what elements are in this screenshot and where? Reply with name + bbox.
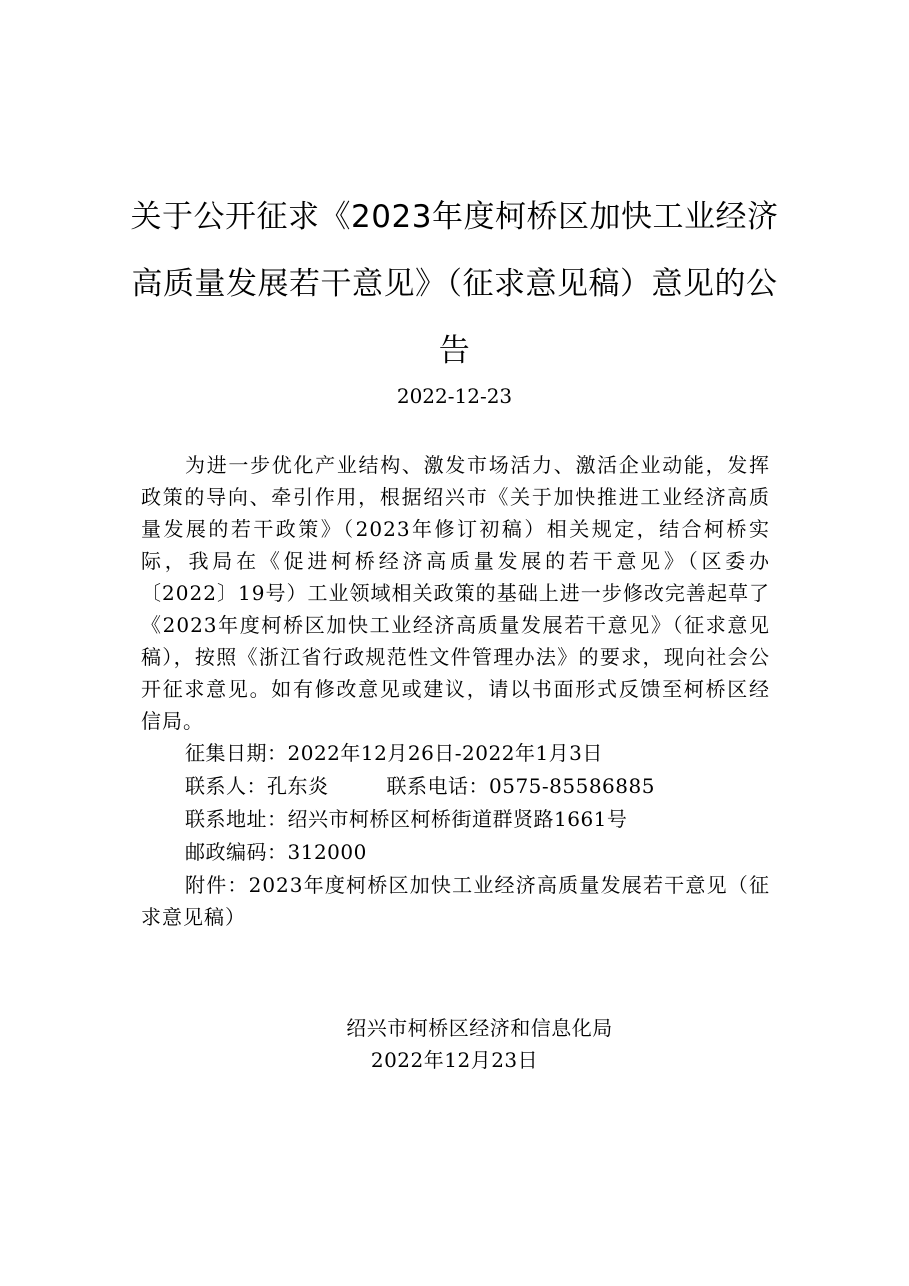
contact-phone: 联系电话：0575-85586885 xyxy=(386,774,655,798)
attachment-line: 附件：2023年度柯桥区加快工业经济高质量发展若干意见（征求意见稿） xyxy=(141,873,770,929)
signature-block xyxy=(0,1012,909,1076)
publish-date: 2022-12-23 xyxy=(396,384,513,408)
contact-line xyxy=(141,770,770,803)
postal-code: 邮政编码：312000 xyxy=(185,840,367,864)
collection-period: 征集日期：2022年12月26日-2022年1月3日 xyxy=(185,741,603,765)
body-paragraph: 为进一步优化产业结构、激发市场活力、激活企业动能，发挥政策的导向、牵引作用，根据绍兴市《关于加快推进工业经济高质量发展的若干政策》（2023年修订初稿）相关规定，结合柯桥实际，我局在《促进柯桥经济高质量发展的若干意见》（区委办〔2022〕19号）工业领域相关政策的基础上进一步修改完善起草了《2023年度柯桥区加快工业经济高质量发展若干意见》（征求意见稿），按照《浙江省行政规范性文件管理办法》的要求，现向社会公开征求意见。如有修改意见或建议，请以书面形式反馈至柯桥区经信局。 xyxy=(141,453,770,733)
signature-date: 2022年12月23日 xyxy=(370,1048,539,1072)
contact-address: 联系地址：绍兴市柯桥区柯桥街道群贤路1661号 xyxy=(185,807,628,831)
document-body xyxy=(141,449,770,933)
document-title: 关于公开征求《2023年度柯桥区加快工业经济高质量发展若干意见》（征求意见稿）意见的公告 xyxy=(130,199,779,369)
contact-person: 联系人：孔东炎 xyxy=(185,774,329,798)
signature-org: 绍兴市柯桥区经济和信息化局 xyxy=(346,1016,613,1040)
